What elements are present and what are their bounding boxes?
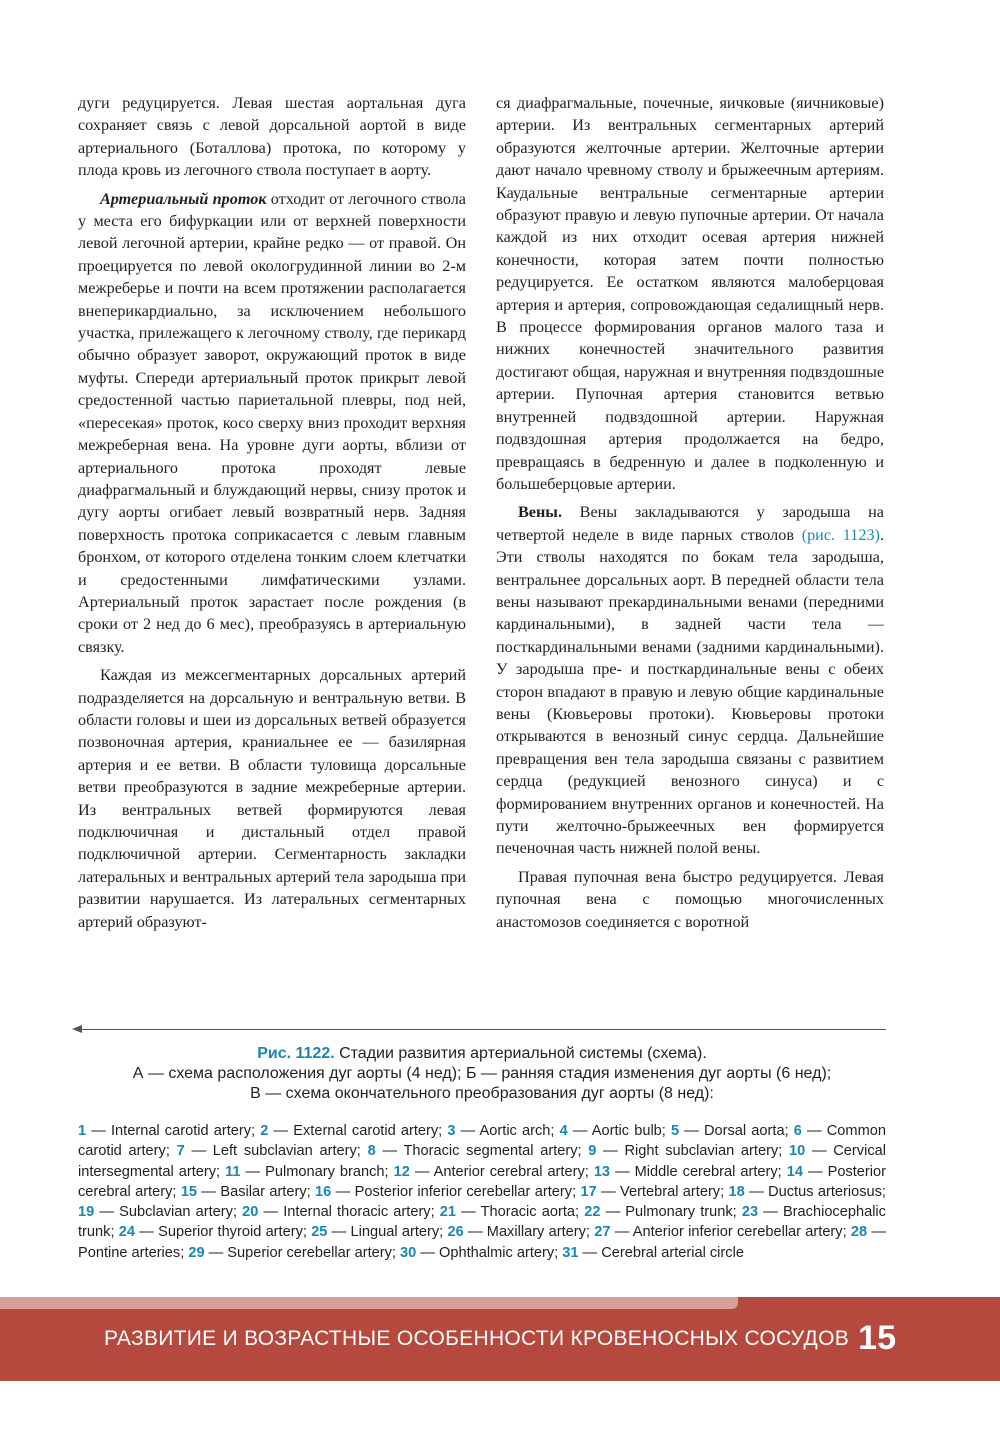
legend-number: 20: [242, 1204, 259, 1221]
legend-label: — Cervical intersegmental artery;: [78, 1143, 886, 1180]
legend-label: — Vertebral artery;: [596, 1183, 729, 1200]
legend-label: — Ductus arteriosus;: [744, 1183, 886, 1200]
paragraph: [496, 501, 884, 860]
legend-label: — Posterior cerebral artery;: [78, 1163, 886, 1200]
legend-number: 5: [671, 1123, 680, 1139]
legend-number: 17: [580, 1183, 597, 1200]
legend-number: 15: [180, 1183, 198, 1200]
legend-label: — Pulmonary branch;: [240, 1163, 394, 1180]
caption-line-2: А — схема расположения дуг аорты (4 нед); Б — ранняя стадия изменения дуг аорты (6 нед);: [132, 1065, 832, 1082]
legend-number: 6: [793, 1123, 802, 1139]
legend-number: 19: [78, 1204, 95, 1221]
legend-number: 11: [225, 1163, 241, 1180]
figure-divider: [78, 1029, 886, 1030]
paragraph: Каждая из межсегментарных дорсальных артерий подразделяется на дорсальную и вентральную ветви. В области головы и шеи из дорсальных ветвей образуется позвоночная артерия, краниальнее ее — базилярная артерия и ее ветви. В области туловища дорсальные ветви преобразуются в задние межреберные артерии. Из вентральных ветвей формируются левая подключичная и дистальный отдел правой подключичной артерии. Сегментарность закладки латеральных и вентральных артерий тела зародыша при развитии нарушается. Из латеральных сегментарных артерий образуют-: [78, 666, 466, 931]
legend-label: — Basilar artery;: [197, 1183, 316, 1200]
legend-label: — Anterior cerebral artery;: [409, 1163, 594, 1180]
legend-number: 1: [78, 1123, 87, 1139]
footer-band: [0, 1297, 1000, 1381]
legend-number: 12: [393, 1163, 410, 1180]
term-ductus-arteriosus: Артериальный проток: [100, 189, 267, 208]
legend-number: 28: [850, 1224, 868, 1241]
section-title: РАЗВИТИЕ И ВОЗРАСТНЫЕ ОСОБЕННОСТИ КРОВЕНОСНЫХ СОСУДОВ: [104, 1327, 850, 1350]
legend-label: — Common carotid artery;: [78, 1123, 886, 1160]
legend-number: 4: [559, 1123, 568, 1139]
legend-label: — Middle cerebral artery;: [610, 1163, 787, 1180]
legend-label: — Subclavian artery;: [94, 1204, 243, 1221]
legend-number: 18: [728, 1183, 745, 1200]
figure-legend: [78, 1121, 886, 1263]
term-veins: Вены.: [518, 503, 562, 522]
figure-label: Рис. 1122.: [257, 1045, 335, 1062]
legend-number: 2: [260, 1123, 269, 1139]
legend-label: — Internal thoracic artery;: [258, 1204, 440, 1221]
legend-number: 16: [315, 1183, 332, 1200]
legend-number: 10: [789, 1143, 806, 1160]
paragraph: ся диафрагмальные, почечные, яичковые (яичниковые) артерии. Из вентральных сегментарных артерий образуются желточные артерии. Желточные артерии дают начало чревному стволу и брыжеечным артериям. Каудальные вентральные сегментарные артерии образуют правую и левую пупочные артерии. От начала каждой из них отходит осевая артерия нижней конечности, которая затем почти полностью редуцируется. Ее остатком являются малоберцовая артерия и артерия, сопровождающая седалищный нерв. В процессе формирования органов малого таза и нижних конечностей значительного развития достигают общая, наружная и внутренняя подвздошные артерии. Пупочная артерия становится ветвью внутренней подвздошной артерии. Наружная подвздошная артерия продолжается на бедро, превращаясь в бедренную и далее в подколенную и большеберцовые артерии.: [496, 94, 884, 493]
legend-number: 30: [400, 1244, 417, 1261]
legend-number: 25: [311, 1224, 328, 1241]
legend-number: 29: [188, 1244, 205, 1261]
legend-number: 13: [593, 1163, 611, 1180]
figure-caption: [78, 1044, 886, 1104]
legend-number: 26: [447, 1224, 464, 1241]
legend-number: 27: [594, 1224, 611, 1241]
legend-label: — Superior thyroid artery;: [135, 1224, 312, 1241]
legend-label: — Anterior inferior cerebellar artery;: [610, 1224, 851, 1241]
legend-label: — Pontine arteries;: [78, 1224, 886, 1261]
legend-label: — Ophthalmic artery;: [416, 1244, 563, 1261]
paragraph: Правая пупочная вена быстро редуцируется. Левая пупочная вена с помощью многочисленных анастомозов соединяется с воротной: [496, 867, 884, 931]
legend-number: 7: [176, 1143, 185, 1160]
paragraph-text: . Эти стволы находятся по бокам тела зародыша, вентральнее дорсальных аорт. В передней области тела вены называют прекардинальными венами (передними кардинальными), в задней части тела — посткардинальными венами (задними кардинальными). У зародыша пре- и посткардинальные вены с обеих сторон впадают в правую и левую общие кардинальные вены (Кювьеровы протоки). Кювьеровы протоки открываются в венозный синус сердца. Дальнейшие превращения вен тела зародыша связаны с развитием сердца (редукцией венозного синуса) и с формированием внутренних органов и конечностей. На пути желточно-брыжеечных вен формируется печеночная часть нижней полой вены.: [496, 525, 884, 858]
caption-title-line: [78, 1044, 886, 1064]
paragraph-text: Вены закладываются у зародыша на четвертой неделе в виде парных стволов: [496, 503, 884, 544]
paragraph-text: отходит от легочного ствола у места его бифуркации или от верхней поверхности левой легочной артерии, крайне редко — от правой. Он проецируется по левой окологрудинной линии во 2-м межреберье и почти на всем протяжении располагается внеперикардиально, за исключением небольшого участка, прилежащего к легочному стволу, где перикард обычно образует заворот, окружающий проток в виде муфты. Спереди артериальный проток прикрыт левой средостенной частью париетальной плевры, под ней, «пересекая» проток, косо сверху вниз проходит верхняя межреберная вена. На уровне дуги аорты, вблизи от артериального протока проходят левые диафрагмальный и блуждающий нервы, снизу проток и дугу аорты огибает левый возвратный нерв. Задняя поверхность протока соприкасается с левым главным бронхом, от которого отделена тонким слоем клетчатки и средостенными лимфатическими узлами. Артериальный проток зарастает после рождения (в сроки от 2 нед до 6 мес), преобразуясь в артериальную связку.: [78, 189, 466, 656]
legend-label: — Pulmonary trunk;: [600, 1204, 742, 1221]
legend-number: 24: [118, 1224, 135, 1241]
legend-number: 3: [447, 1123, 456, 1139]
text-columns: [78, 92, 886, 1012]
legend-label: — Thoracic aorta;: [456, 1204, 585, 1221]
right-column: [496, 92, 884, 939]
footer-tab: [0, 1297, 738, 1309]
legend-label: — Brachiocephalic trunk;: [78, 1204, 886, 1241]
caption-line-3: В — схема окончательного преобразования дуг аорты (8 нед):: [250, 1085, 714, 1102]
legend-number: 8: [367, 1143, 376, 1160]
legend-label: — Aortic arch;: [455, 1123, 560, 1139]
legend-label: — Right subclavian artery;: [596, 1143, 789, 1160]
legend-number: 9: [588, 1143, 597, 1160]
legend-label: — Superior cerebellar artery;: [204, 1244, 401, 1261]
legend-label: — Internal carotid artery;: [86, 1123, 261, 1139]
legend-number: 21: [439, 1204, 457, 1221]
legend-number: 23: [741, 1204, 759, 1221]
legend-label: — Maxillary artery;: [463, 1224, 595, 1241]
legend-number: 14: [786, 1163, 803, 1180]
legend-label: — Dorsal aorta;: [679, 1123, 794, 1139]
legend-label: — Aortic bulb;: [567, 1123, 671, 1139]
legend-number: 31: [562, 1244, 579, 1261]
legend-number: 22: [584, 1204, 601, 1221]
paragraph: дуги редуцируется. Левая шестая аортальная дуга сохраняет связь с левой дорсальной аортой в виде артериального (Боталлова) протока, по которому у плода кровь из легочного ствола поступает в аорту.: [78, 94, 466, 180]
paragraph: [78, 188, 466, 659]
legend-label: — Posterior inferior cerebellar artery;: [331, 1183, 581, 1200]
legend-label: — Thoracic segmental artery;: [375, 1143, 589, 1160]
left-column: [78, 92, 466, 939]
legend-label: — Left subclavian artery;: [184, 1143, 368, 1160]
legend-label: — External carotid artery;: [268, 1123, 448, 1139]
figure-title: Стадии развития артериальной системы (схема).: [334, 1045, 707, 1062]
legend-label: — Cerebral arterial circle: [578, 1244, 744, 1261]
page-number: 15: [858, 1319, 896, 1357]
legend-label: — Lingual artery;: [327, 1224, 448, 1241]
figure-reference-link[interactable]: (рис. 1123): [801, 525, 880, 544]
